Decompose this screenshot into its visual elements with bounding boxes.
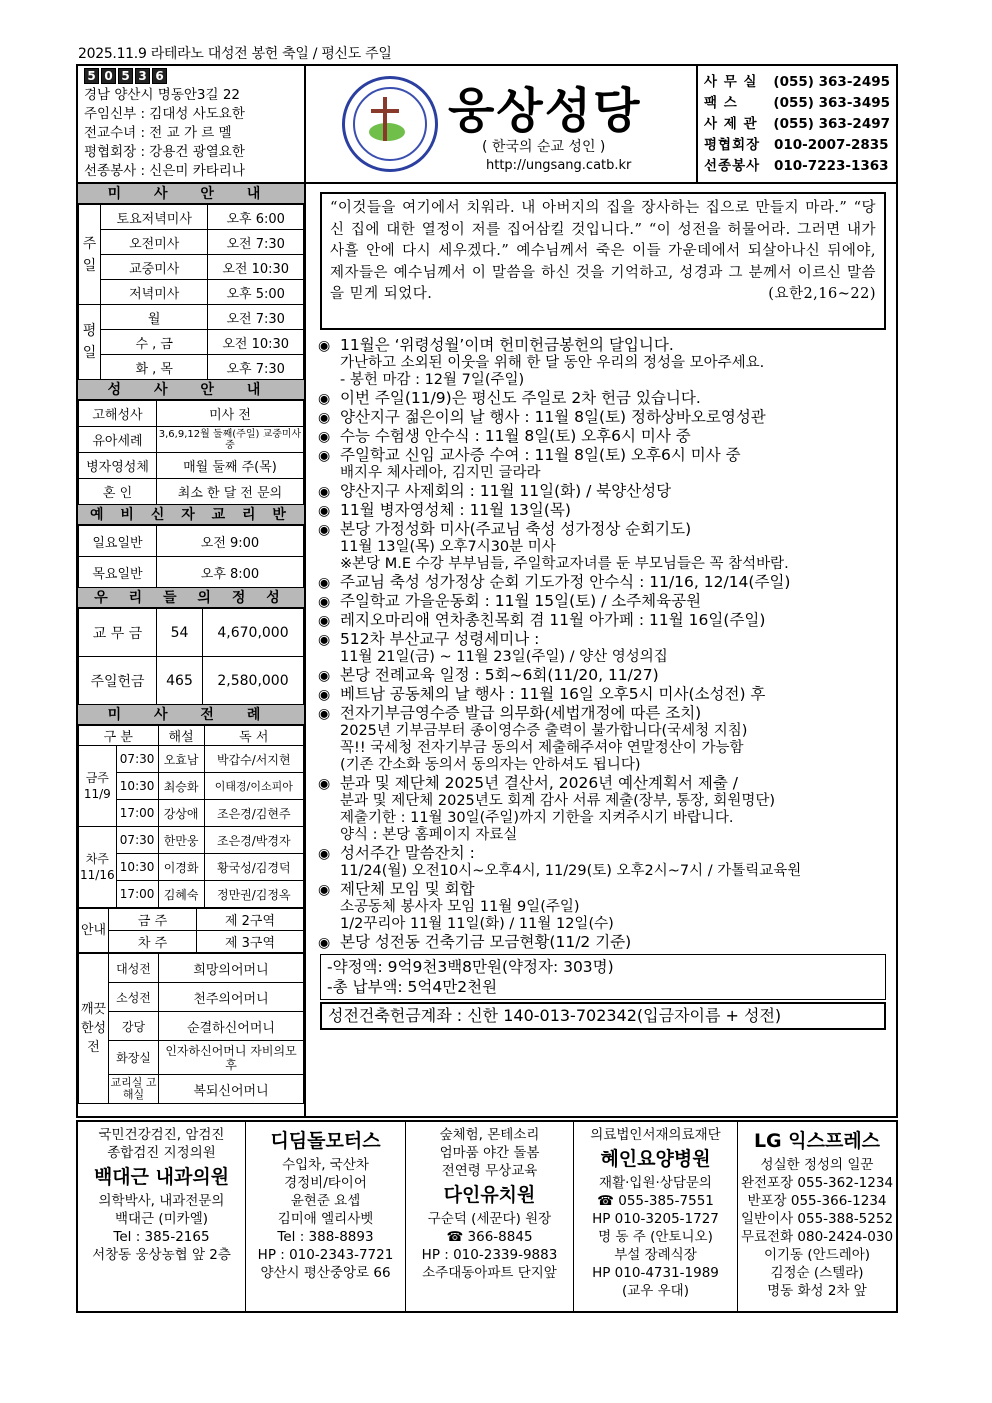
bullet-icon: ◉: [318, 522, 331, 538]
bullet-icon: ◉: [318, 706, 331, 722]
bulletin-frame: [76, 64, 898, 1118]
ad-line: 의학박사, 내과전문의: [98, 1193, 225, 1209]
notice-title: 분과 및 제단체 2025년 결산서, 2026년 예산계획서 제출 /: [340, 774, 738, 792]
ad-line: 부설 장례식장: [614, 1247, 697, 1263]
ad-line: 수입차, 국산차: [282, 1157, 369, 1173]
catechumen-section-title: 예 비 신 자 교 리 반: [78, 505, 304, 525]
contact-row: 팩 스 (055) 363-3495: [704, 95, 890, 111]
ad-line: 종합검진 지정의원: [107, 1145, 216, 1161]
parish-info: [78, 66, 306, 182]
parish-url[interactable]: http://ungsang.catb.kr: [486, 158, 632, 173]
guide-table: 안내 금 주 제 2구역 차 주 제 3구역: [78, 908, 304, 953]
sacrament-section-title: 성 사 안 내: [78, 380, 304, 400]
ad-line: 윤현준 요셉: [290, 1193, 361, 1209]
notice-item: [318, 933, 896, 952]
notice-title: 주일학교 신임 교사증 수여 : 11월 8일(토) 오후6시 미사 중: [340, 446, 741, 464]
notice-detail: 11/24(월) 오전10시~오후4시, 11/29(토) 오후2시~7시 / 가톨릭교육원: [340, 863, 802, 879]
notice-item: [318, 774, 896, 793]
notice-item: [318, 520, 896, 539]
notice-title: 수능 수험생 안수식 : 11월 8일(토) 오후6시 미사 중: [340, 427, 691, 445]
bullet-icon: ◉: [318, 613, 331, 629]
header: [78, 66, 896, 184]
building-fund-account: 성전건축헌금계좌 : 신한 140-013-702342(입금자이름 + 성전): [320, 1002, 886, 1030]
ad-line: 경정비/타이어: [284, 1175, 367, 1191]
notice-item: [318, 501, 896, 520]
bullet-icon: ◉: [318, 448, 331, 464]
bullet-icon: ◉: [318, 575, 331, 591]
address: 경남 양산시 명동안3길 22: [84, 87, 241, 103]
ads-strip: [76, 1120, 898, 1313]
notice-title: 베트남 공동체의 날 행사 : 11월 16일 오후5시 미사(소성전) 후: [340, 685, 766, 703]
staff-line: 선종봉사 : 신은미 카타리나: [84, 163, 245, 179]
parish-title: 웅상성당: [448, 83, 642, 139]
notice-title: 본당 전례교육 일정 : 5회~6회(11/20, 11/27): [340, 666, 659, 684]
notice-item: [318, 427, 896, 446]
catechumen-table: 일요일반 오전 9:00 목요일반 오후 8:00: [78, 525, 304, 588]
notice-title: 전자기부금영수증 발급 의무화(세법개정에 따른 조치): [340, 704, 702, 722]
ad-line: 백대근 (미카엘): [114, 1211, 209, 1227]
notice-title: 성서주간 말씀잔치 :: [340, 844, 475, 862]
bullet-icon: ◉: [318, 484, 331, 500]
notice-item: [318, 446, 896, 465]
notice-detail: 11월 21일(금) ~ 11월 23일(주일) / 양산 영성의집: [340, 649, 668, 665]
ad-line: 구순덕 (세꾼다) 원장: [427, 1211, 552, 1227]
notice-item: [318, 630, 896, 649]
ad-line: 김미애 엘리사벳: [277, 1211, 374, 1227]
bullet-icon: ◉: [318, 632, 331, 648]
notice-item: [318, 336, 896, 355]
ad-line: HP 010-3205-1727: [592, 1211, 719, 1227]
ad-line: 재활·입원·상담문의: [599, 1175, 712, 1191]
notice-item: [318, 685, 896, 704]
notice-detail: 제출기한 : 11월 30일(주일)까지 기한을 지켜주시기 바랍니다.: [340, 810, 734, 826]
fund-status: -약정액: 9억9천3백8만원(약정자: 303명) -총 납부액: 5억4만2천원: [320, 954, 886, 1000]
notice-title: 본당 성전동 건축기금 모금현황(11/2 기준): [340, 933, 632, 951]
bullet-icon: ◉: [318, 503, 331, 519]
ad-line: HP : 010-2339-9883: [421, 1247, 558, 1263]
zip-code: 5 0 5 3 6: [84, 68, 298, 84]
bullet-icon: ◉: [318, 391, 331, 407]
notice-item: [318, 611, 896, 630]
notice-detail: 11월 13일(목) 오후7시30분 미사: [340, 539, 556, 555]
notice-detail: 2025년 기부금부터 종이영수증 출력이 불가합니다(국세청 지침): [340, 723, 748, 739]
notice-title: 주일학교 가을운동회 : 11월 15일(토) / 소주체육공원: [340, 592, 702, 610]
staff-line: 평협회장 : 강용건 광열요한: [84, 144, 245, 160]
liturgy-table: 구 분 해설 독 서 금주 11/9 07:30 오효남 박갑수/서지현 10:30 최승화 이태경/이소피아 17:00 강상애 조은경/김현주 차주 11/16 07:30 한만웅 조은경/박경자 10:30 이경화 황국성/김경덕 17:00 김혜숙 정만권/김정옥: [78, 725, 304, 908]
ad-line: 디딤돌모터스: [270, 1130, 381, 1152]
ad-line: 완전포장 055-362-1234: [740, 1175, 894, 1191]
notice-detail: ※본당 M.E 수강 부부님들, 주일학교자녀를 둔 부모님들은 꼭 참석바람.: [340, 556, 789, 572]
notice-detail: 배지우 체사레아, 김지민 글라라: [340, 465, 541, 481]
main-content: [306, 184, 896, 1118]
bullet-icon: ◉: [318, 668, 331, 684]
ad-line: HP : 010-2343-7721: [257, 1247, 394, 1263]
ad-line: 일반이사 055-388-5252: [740, 1211, 894, 1227]
ad-line: 국민건강검진, 암검진: [98, 1127, 225, 1143]
ad-line: 소주대동아파트 단지앞: [422, 1265, 557, 1281]
advertisement: [738, 1122, 896, 1311]
quote-reference: (요한2,16~22): [768, 286, 876, 302]
ad-line: ☎ 366-8845: [446, 1229, 533, 1245]
ad-line: 명동 화성 2차 앞: [767, 1283, 867, 1299]
parish-logo-icon: [342, 76, 438, 172]
notice-item: [318, 666, 896, 685]
advertisement: [574, 1122, 738, 1311]
sidebar: [78, 184, 306, 1118]
ad-line: HP 010-4731-1989: [592, 1265, 719, 1281]
notice-detail: 가난하고 소외된 이웃을 위해 한 달 동안 우리의 정성을 모아주세요.: [340, 355, 765, 371]
ad-line: 김정순 (스텔라): [770, 1265, 864, 1281]
notice-detail: - 봉헌 마감 : 12월 7일(주일): [340, 372, 525, 388]
notice-title: 양산지구 젊은이의 날 행사 : 11월 8일(토) 정하상바오로영성관: [340, 408, 766, 426]
offering-table: 교 무 금 54 4,670,000 주일헌금 465 2,580,000: [78, 608, 304, 705]
ad-line: 엄마품 야간 돌봄: [439, 1145, 540, 1161]
liturgy-section-title: 미 사 전 례: [78, 705, 304, 725]
notice-item: [318, 408, 896, 427]
advertisement: [246, 1122, 406, 1311]
notice-title: 레지오마리애 연차총친목회 겸 11월 아가페 : 11월 16일(주일): [340, 611, 766, 629]
notice-detail: 꼭!! 국세청 전자기부금 동의서 제출해주셔야 연말정산이 가능함: [340, 740, 744, 756]
ad-line: ☎ 055-385-7551: [597, 1193, 714, 1209]
parish-subtitle: ( 한국의 순교 성인 ): [482, 139, 606, 155]
contact-row: 사 제 관 (055) 363-2497: [704, 116, 890, 132]
mass-section-title: 미 사 안 내: [78, 184, 304, 204]
ad-line: 양산시 평산중앙로 66: [260, 1265, 391, 1281]
bullet-icon: ◉: [318, 935, 331, 951]
ad-line: 이기동 (안드레아): [763, 1247, 871, 1263]
ad-line: (교우 우대): [622, 1283, 689, 1299]
contact-row: 평협회장 010-2007-2835: [704, 137, 889, 153]
notice-item: [318, 704, 896, 723]
bullet-icon: ◉: [318, 687, 331, 703]
staff-line: 전교수녀 : 전 교 가 르 멜: [84, 125, 232, 141]
notice-title: 11월은 ‘위령성월’이며 헌미헌금봉헌의 달입니다.: [340, 336, 674, 354]
notice-item: [318, 573, 896, 592]
notice-detail: 1/2꾸리아 11월 11일(화) / 11월 12일(수): [340, 916, 614, 932]
ad-line: 성실한 정성의 일꾼: [760, 1157, 874, 1173]
notice-detail: 양식 : 본당 홈페이지 자료실: [340, 827, 518, 843]
bullet-icon: ◉: [318, 846, 331, 862]
bullet-icon: ◉: [318, 776, 331, 792]
ad-line: 숲체험, 몬테소리: [439, 1127, 540, 1143]
ad-line: 서창동 웅상농협 앞 2층: [92, 1247, 231, 1263]
ad-line: 다인유치원: [443, 1184, 536, 1206]
ad-line: 전연령 무상교육: [441, 1163, 538, 1179]
issue-date-line: 2025.11.9 라테라노 대성전 봉헌 축일 / 평신도 주일: [78, 46, 392, 62]
advertisement: [406, 1122, 574, 1311]
notice-item: [318, 880, 896, 899]
notice-detail: 분과 및 제단체 2025년도 회계 감사 서류 제출(장부, 통장, 회원명단): [340, 793, 776, 809]
bullet-icon: ◉: [318, 594, 331, 610]
ad-line: Tel : 385-2165: [113, 1229, 210, 1245]
masthead: [306, 66, 698, 182]
staff-line: 주임신부 : 김대성 사도요한: [84, 106, 245, 122]
ad-line: 백대근 내과의원: [93, 1166, 230, 1188]
ad-line: LG 익스프레스: [753, 1130, 881, 1152]
ad-line: Tel : 388-8893: [277, 1229, 374, 1245]
notice-title: 11월 병자영성체 : 11월 13일(목): [340, 501, 571, 519]
notice-title: 이번 주일(11/9)은 평신도 주일로 2차 헌금 있습니다.: [340, 389, 701, 407]
ad-line: 무료전화 080-2424-030: [740, 1229, 894, 1245]
notice-detail: (기존 간소화 동의서 동의자는 안하셔도 됩니다): [340, 757, 641, 773]
notice-item: [318, 844, 896, 863]
notice-list: [318, 336, 896, 952]
bullet-icon: ◉: [318, 338, 331, 354]
advertisement: [78, 1122, 246, 1311]
notice-title: 512차 부산교구 성령세미나 :: [340, 630, 540, 648]
notice-title: 제단체 모임 및 회합: [340, 880, 475, 898]
ad-line: 의료법인서재의료재단: [590, 1127, 721, 1143]
contact-row: 선종봉사 010-7223-1363: [704, 158, 889, 174]
offering-section-title: 우 리 들 의 정 성: [78, 588, 304, 608]
notice-title: 양산지구 사제회의 : 11월 11일(화) / 북양산성당: [340, 482, 672, 500]
bullet-icon: ◉: [318, 429, 331, 445]
notice-title: 주교님 축성 성가정상 순회 기도가정 안수식 : 11/16, 12/14(주일): [340, 573, 791, 591]
cleaning-table: 깨끗한성전 대성전 희망의어머니 소성전 천주의어머니 강당 순결하신어머니 화장실 인자하신어머니 자비의모후 교리실 고해실 복되신어머니: [78, 953, 304, 1104]
contact-row: 사 무 실 (055) 363-2495: [704, 74, 890, 90]
ad-line: 명 동 주 (안토니오): [598, 1229, 713, 1245]
notice-item: [318, 389, 896, 408]
contacts: [698, 66, 896, 182]
bullet-icon: ◉: [318, 882, 331, 898]
notice-item: [318, 592, 896, 611]
notice-item: [318, 482, 896, 501]
bullet-icon: ◉: [318, 410, 331, 426]
mass-table: 주일 토요저녁미사 오후 6:00 오전미사 오전 7:30 교중미사 오전 10:30 저녁미사 오후 5:00 평일 월 오전 7:30 수 , 금 오전 10:30 화 , 목 오후 7:30: [78, 204, 304, 380]
ad-line: 혜인요양병원: [600, 1148, 711, 1170]
gospel-quote: “이것들을 여기에서 치워라. 내 아버지의 집을 장사하는 집으로 만들지 마라.” “당신 집에 대한 열정이 저를 집어삼킬 것입니다.” “이 성전을 허물어라. 그러면 내가 사흘 안에 다시 세우겠다.” 예수님께서 죽은 이들 가운데에서 되살아나신 뒤에야, 제자들은 예수님께서 이 말씀을 하신 것을 기억하고, 성경과 그 분께서 이르신 말씀을 믿게 되었다. (요한2,16~22): [320, 192, 886, 330]
notice-detail: 소공동체 봉사자 모임 11월 9일(주일): [340, 899, 580, 915]
sacrament-table: 고해성사 미사 전 유아세례 3,6,9,12월 둘째(주일) 교중미사 중 병자영성체 매월 둘째 주(목) 혼 인 최소 한 달 전 문의: [78, 400, 304, 505]
notice-title: 본당 가정성화 미사(주교님 축성 성가정상 순회기도): [340, 520, 692, 538]
ad-line: 반포장 055-366-1234: [747, 1193, 887, 1209]
